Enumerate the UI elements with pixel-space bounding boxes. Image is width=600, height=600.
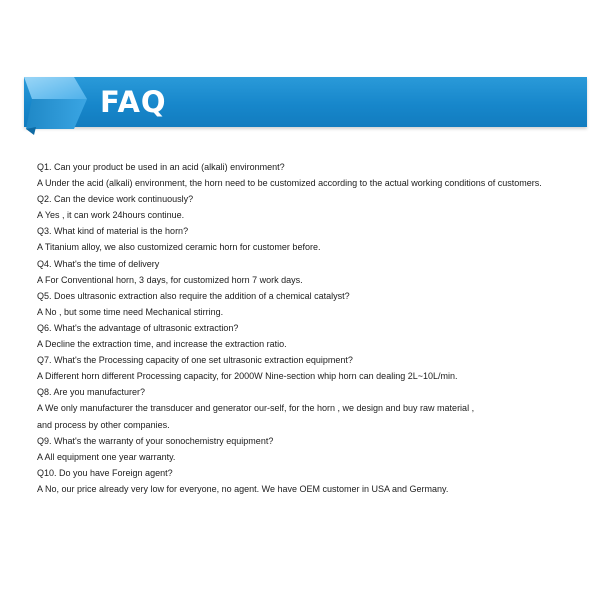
faq-question: Q8. Are you manufacturer? (37, 387, 146, 398)
faq-question: Q9. What's the warranty of your sonochemistry equipment? (37, 435, 274, 446)
faq-answer-continuation: and process by other companies. (37, 419, 170, 430)
faq-question: Q1. Can your product be used in an acid (alkali) environment? (37, 162, 285, 172)
faq-answer: A Decline the extraction time, and increase the extraction ratio. (37, 339, 287, 350)
faq-question: Q6. What's the advantage of ultrasonic extraction? (37, 322, 239, 333)
faq-answer: A Different horn different Processing capacity, for 2000W Nine-section whip horn can dealing 2L~10L/min. (37, 371, 458, 382)
faq-question: Q7. What's the Processing capacity of one set ultrasonic extraction equipment? (37, 355, 353, 366)
faq-answer: A Titanium alloy, we also customized ceramic horn for customer before. (37, 242, 321, 253)
faq-question: Q3. What kind of material is the horn? (37, 226, 189, 237)
faq-answer: A No, our price already very low for everyone, no agent. We have OEM customer in USA and Germany. (37, 483, 449, 494)
faq-question: Q10. Do you have Foreign agent? (37, 467, 173, 478)
page-title: FAQ (100, 85, 167, 119)
faq-answer: A Yes , it can work 24hours continue. (37, 210, 185, 221)
faq-question: Q4. What's the time of delivery (37, 258, 160, 269)
faq-question: Q2. Can the device work continuously? (37, 194, 194, 205)
faq-answer: A Under the acid (alkali) environment, the horn need to be customized according to the actual working conditions of customers. (37, 178, 542, 189)
faq-answer: A We only manufacturer the transducer and generator our-self, for the horn , we design and buy raw material , (37, 403, 475, 414)
faq-banner (24, 77, 587, 127)
faq-answer: A For Conventional horn, 3 days, for customized horn 7 work days. (37, 274, 303, 285)
faq-answer: A All equipment one year warranty. (37, 451, 176, 462)
faq-question: Q5. Does ultrasonic extraction also require the addition of a chemical catalyst? (37, 290, 350, 301)
faq-list (37, 159, 592, 497)
faq-answer: A No , but some time need Mechanical stirring. (37, 306, 224, 317)
